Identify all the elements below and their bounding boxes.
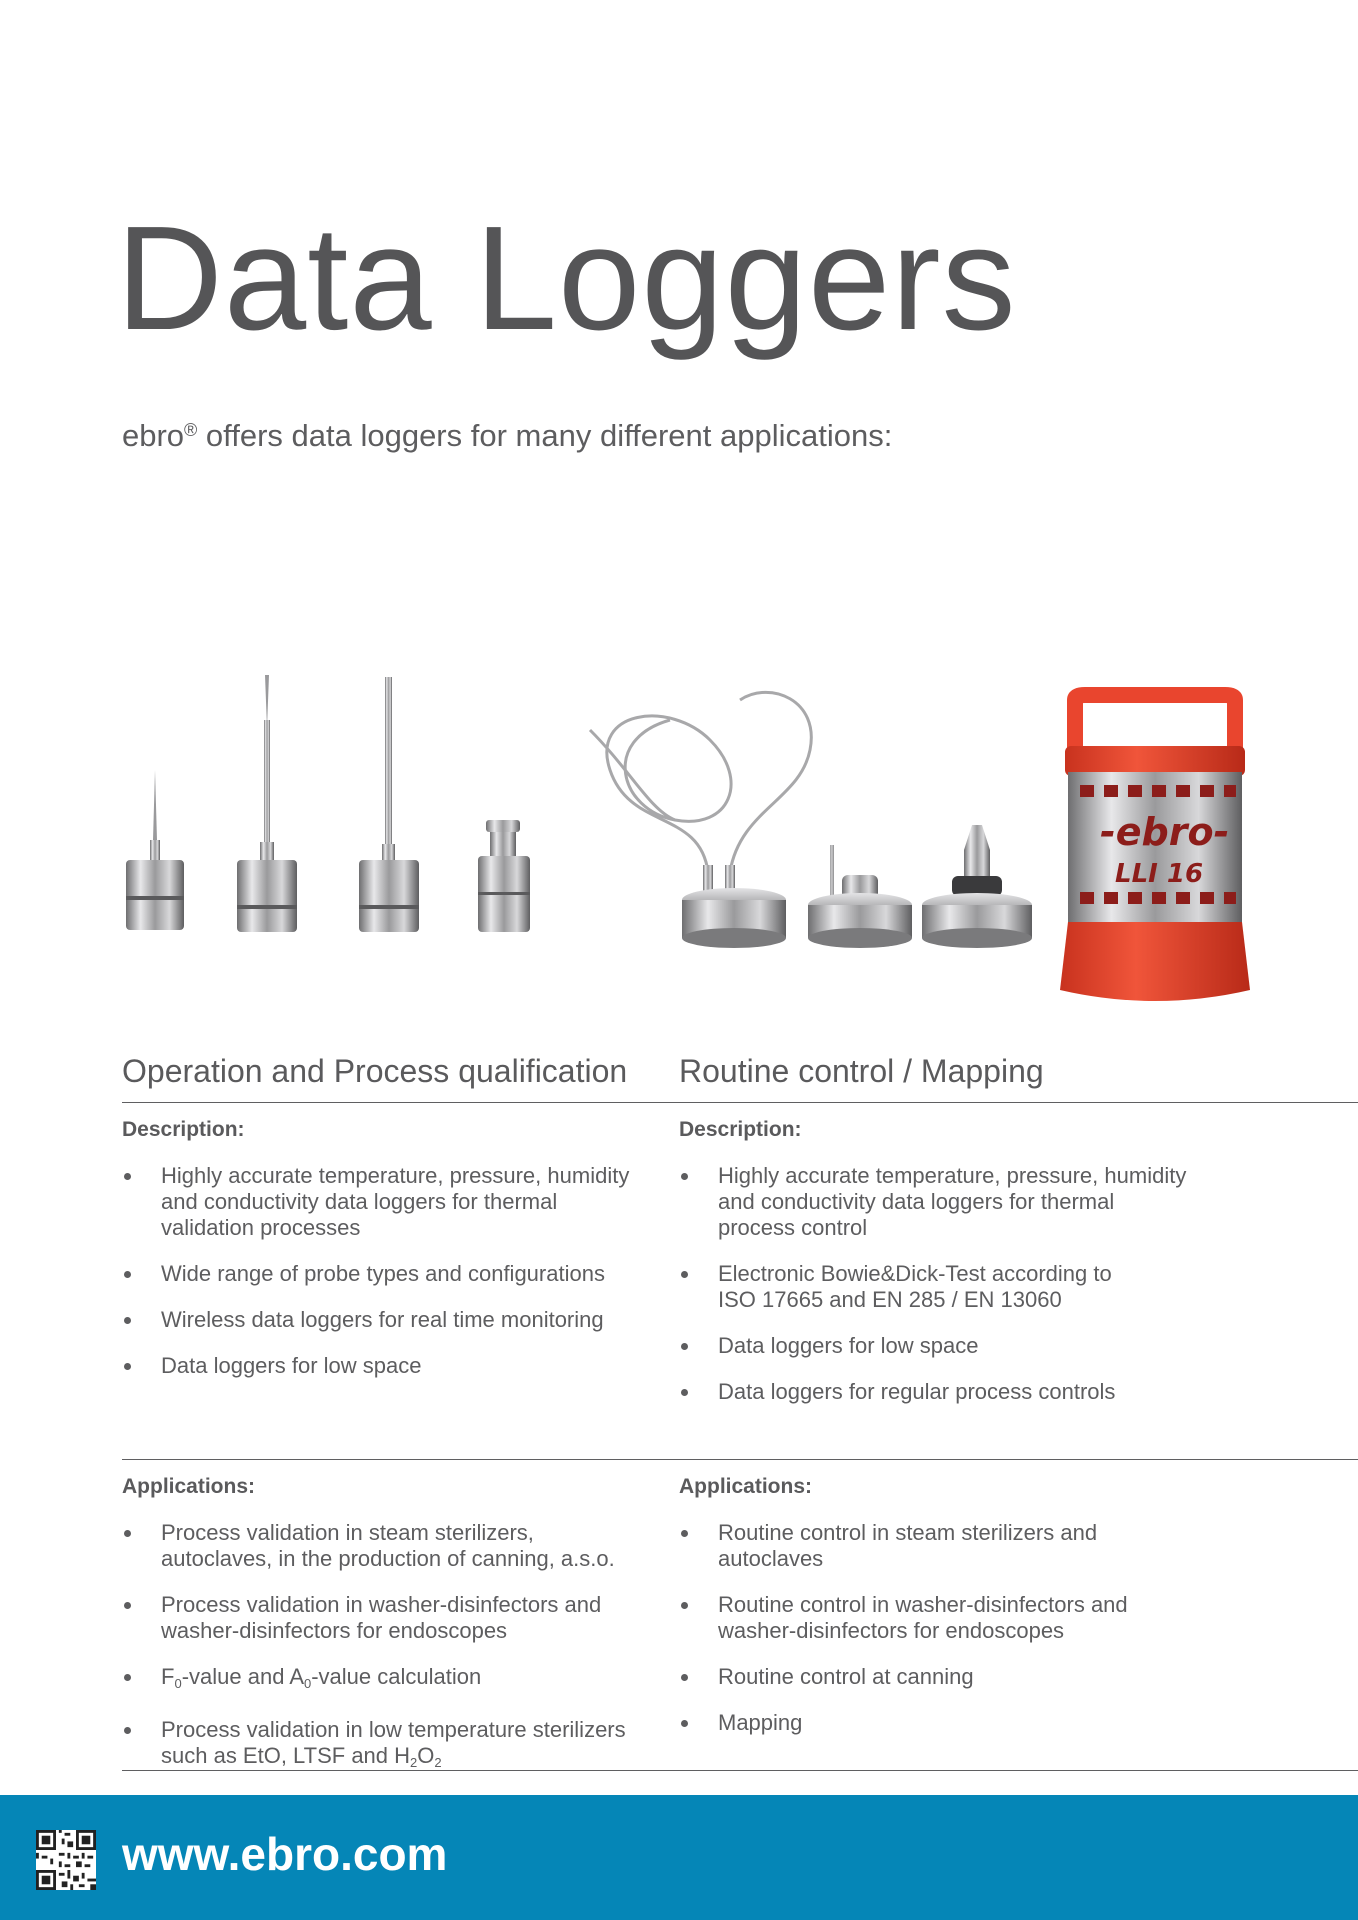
list-item: Wide range of probe types and configurations bbox=[122, 1261, 667, 1287]
logger-long-probe bbox=[359, 677, 419, 932]
left-description-list bbox=[122, 1163, 667, 1399]
list-item: Highly accurate temperature, pressure, humidity and conductivity data loggers for thermal validation processes bbox=[122, 1163, 667, 1241]
list-item: Data loggers for regular process controls bbox=[679, 1379, 1279, 1405]
right-applications-label: Applications: bbox=[679, 1475, 813, 1498]
list-item: Process validation in steam sterilizers, autoclaves, in the production of canning, a.s.o. bbox=[122, 1520, 667, 1572]
list-item: Wireless data loggers for real time monitoring bbox=[122, 1307, 667, 1333]
qr-code-icon[interactable] bbox=[36, 1830, 96, 1890]
list-item: Data loggers for low space bbox=[122, 1353, 667, 1379]
logger-cable-probes bbox=[590, 692, 811, 872]
list-item: Routine control at canning bbox=[679, 1664, 1279, 1690]
list-item: $F_0$-value and $A_0$-value calculation bbox=[122, 1664, 667, 1697]
svg-text:-ebro-: -ebro- bbox=[1100, 810, 1230, 854]
registered-mark: ® bbox=[184, 420, 198, 440]
left-applications-list bbox=[122, 1520, 667, 1796]
right-column-heading: Routine control / Mapping bbox=[679, 1053, 1044, 1089]
divider bbox=[122, 1459, 1358, 1460]
left-applications-label: Applications: bbox=[122, 1475, 256, 1498]
left-column-heading: Operation and Process qualification bbox=[122, 1053, 628, 1089]
list-item: Mapping bbox=[679, 1710, 1279, 1736]
list-item: Process validation in washer-disinfectors and washer-disinfectors for endoscopes bbox=[122, 1592, 667, 1644]
page-title: Data Loggers bbox=[116, 196, 1017, 361]
list-item: Data loggers for low space bbox=[679, 1333, 1279, 1359]
logger-red-lli16 bbox=[1060, 695, 1250, 1001]
brand-name: ebro bbox=[122, 418, 185, 453]
right-description-list bbox=[679, 1163, 1279, 1425]
logger-short-probe bbox=[126, 770, 184, 930]
footer-bar bbox=[0, 1795, 1358, 1920]
product-image bbox=[110, 660, 1260, 1060]
subtitle-text: offers data loggers for many different applications: bbox=[197, 418, 893, 453]
list-item: Routine control in steam sterilizers and autoclaves bbox=[679, 1520, 1279, 1572]
logger-cone-top bbox=[922, 825, 1032, 948]
list-item: Routine control in washer-disinfectors and washer-disinfectors for endoscopes bbox=[679, 1592, 1279, 1644]
list-item: Electronic Bowie&Dick-Test according to ISO 17665 and EN 285 / EN 13060 bbox=[679, 1261, 1279, 1313]
logger-pressure bbox=[478, 820, 530, 932]
divider bbox=[122, 1102, 1358, 1103]
logger-medium-probe bbox=[237, 675, 297, 932]
logger-flat bbox=[808, 845, 912, 948]
list-item: Process validation in low temperature sterilizers such as EtO, LTSF and $H_2O_2$ bbox=[122, 1717, 667, 1776]
website-link[interactable]: www.ebro.com bbox=[122, 1828, 448, 1880]
right-applications-list bbox=[679, 1520, 1279, 1756]
divider bbox=[122, 1770, 1358, 1771]
left-description-label: Description: bbox=[122, 1118, 245, 1141]
right-description-label: Description: bbox=[679, 1118, 802, 1141]
svg-text:LLI 16: LLI 16 bbox=[1115, 859, 1204, 889]
list-item: Highly accurate temperature, pressure, humidity and conductivity data loggers for thermal process control bbox=[679, 1163, 1279, 1241]
page-subtitle bbox=[122, 418, 892, 454]
